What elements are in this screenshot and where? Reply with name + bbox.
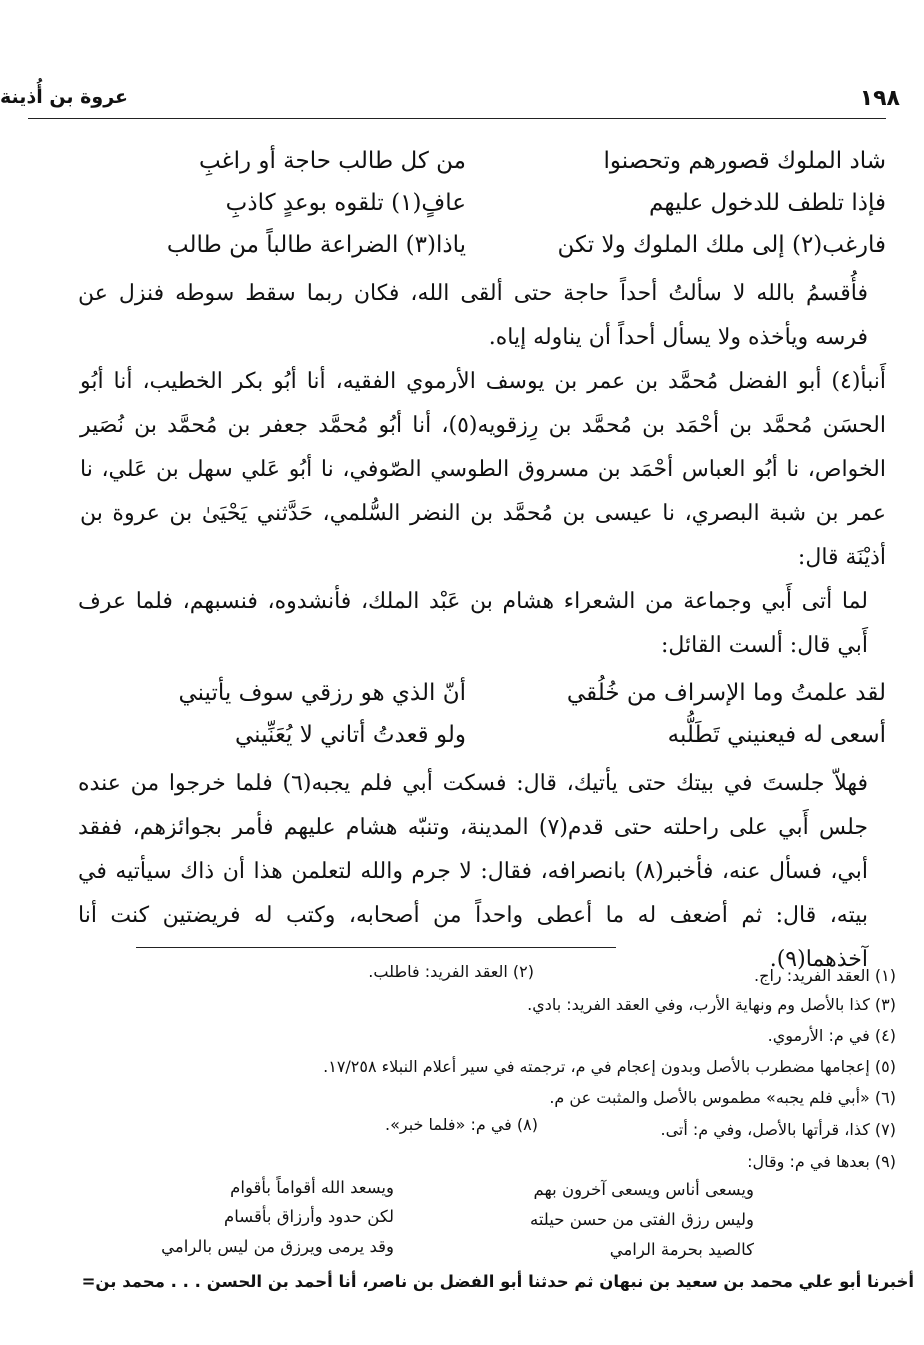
- paragraph: فأُقسمُ بالله لا سألتُ أحداً حاجة حتى ألقى الله، فكان ربما سقط سوطه فنزل عن فرسه ويأخذه ولا يسأل أحداً أن يناوله إياه.: [78, 281, 868, 350]
- paragraph: فهلاّ جلستَ في بيتك حتى يأتيك، قال: فسكت أبي فلم يجبه(٦) فلما خرجوا من عنده جلس أَبي على راحلته حتى قدم(٧) المدينة، وتنبّه هشام عليهم فأمر بجوائزهم، ففقد أبي، فسأل عنه، فأخبر(٨) بانصرافه، فقال: لا جرم والله لتعلمن هذا أن ذاك سيأتيه في بيته، قال: ثم أضعف له ما أعطى واحداً من أصحابه، وكتب له فريضتين كنت أنا آخذهما(٩).: [78, 771, 869, 972]
- footnote: (٦) «أبي فلم يجبه» مطموس بالأصل والمثبت عن م.: [549, 1088, 896, 1107]
- footnote-verse-hemistich-2: لكن حدود وأرزاق بأقسام: [224, 1207, 394, 1226]
- continuation-line: أخبرنا أبو علي محمد بن سعيد بن نبهان ثم حدثنا أبو الفضل بن ناصر، أنا أحمد بن الحسن . . . محمد بن=: [81, 1272, 914, 1291]
- footnote-verse-hemistich-2: وقد يرمى ويرزق من ليس بالرامي: [161, 1237, 394, 1256]
- isnad-paragraph: أَنبأ(٤) أبو الفضل مُحمَّد بن عمر بن يوسف الأرموي الفقيه، أنا أبُو بكر الخطيب، أنا أبُو الحسَن مُحمَّد بن أحْمَد بن مُحمَّد بن رِزقويه(٥)، أنا أبُو مُحمَّد جعفر بن مُحمَّد بن نُصَير الخواص، نا أبُو العباس أحْمَد بن مسروق الطوسي الصّوفي، نا أبُو عَلي سهل بن عَلي، نا عمر بن شبة البصري، نا عيسى بن مُحمَّد بن النضر السُّلمي، حَدَّثني يَحْيَىٰ بن عروة بن أذيْنَة قال:: [80, 369, 886, 570]
- verse-hemistich-2: أنّ الذي هو رزقي سوف يأتيني: [178, 680, 466, 706]
- footnote: (٥) إعجامها مضطرب بالأصل وبدون إعجام في م، ترجمته في سير أعلام النبلاء ١٧/٢٥٨.: [323, 1057, 896, 1076]
- footnote-verse-hemistich-2: ويسعد الله أقواماً بأقوام: [230, 1178, 394, 1197]
- footnote: (٨) في م: «فلما خبر».: [385, 1115, 538, 1134]
- footnote: (٧) كذا، قرأتها بالأصل، وفي م: أتى.: [660, 1120, 896, 1139]
- footnote-verse-hemistich-1: كالصيد بحرمة الرامي: [609, 1240, 754, 1259]
- verse-hemistich-1: أسعى له فيعنيني تَطَلُّبه: [667, 722, 886, 748]
- footnote-verse-hemistich-1: وليس رزق الفتى من حسن حيلته: [529, 1210, 754, 1229]
- footnote: (٢) العقد الفريد: فاطلب.: [368, 962, 534, 981]
- running-title: عروة بن أُذينة: [0, 86, 128, 108]
- footnote: (٩) بعدها في م: وقال:: [747, 1152, 896, 1171]
- verse-hemistich-2: عافٍ(١) تلقوه بوعدٍ كاذبِ: [225, 190, 466, 216]
- footnote: (٤) في م: الأرموي.: [767, 1026, 896, 1045]
- page-number: ١٩٨: [859, 86, 900, 111]
- footnote-rule: [136, 947, 616, 948]
- footnote: (١) العقد الفريد: راج.: [754, 966, 896, 985]
- verse-hemistich-1: فإذا تلطف للدخول عليهم: [649, 190, 886, 216]
- footnote-verse-hemistich-1: ويسعى أناس ويسعى آخرون بهم: [533, 1180, 754, 1199]
- verse-hemistich-2: ياذا(٣) الضراعة طالباً من طالب: [166, 232, 466, 258]
- footnote: (٣) كذا بالأصل وم ونهاية الأرب، وفي العقد الفريد: بادي.: [527, 995, 896, 1014]
- verse-hemistich-2: ولو قعدتُ أتاني لا يُعَنِّيني: [234, 722, 466, 748]
- verse-hemistich-1: شاد الملوك قصورهم وتحصنوا: [603, 148, 886, 174]
- paragraph: لما أتى أَبي وجماعة من الشعراء هشام بن عَبْد الملك، فأنشدوه، فنسبهم، فلما عرف أَبي قال: ألست القائل:: [78, 589, 868, 658]
- verse-hemistich-2: من كل طالب حاجة أو راغبِ: [198, 148, 466, 174]
- verse-hemistich-1: لقد علمتُ وما الإسراف من خُلُقي: [566, 680, 886, 706]
- verse-hemistich-1: فارغب(٢) إلى ملك الملوك ولا تكن: [557, 232, 886, 258]
- header-rule: [28, 118, 886, 119]
